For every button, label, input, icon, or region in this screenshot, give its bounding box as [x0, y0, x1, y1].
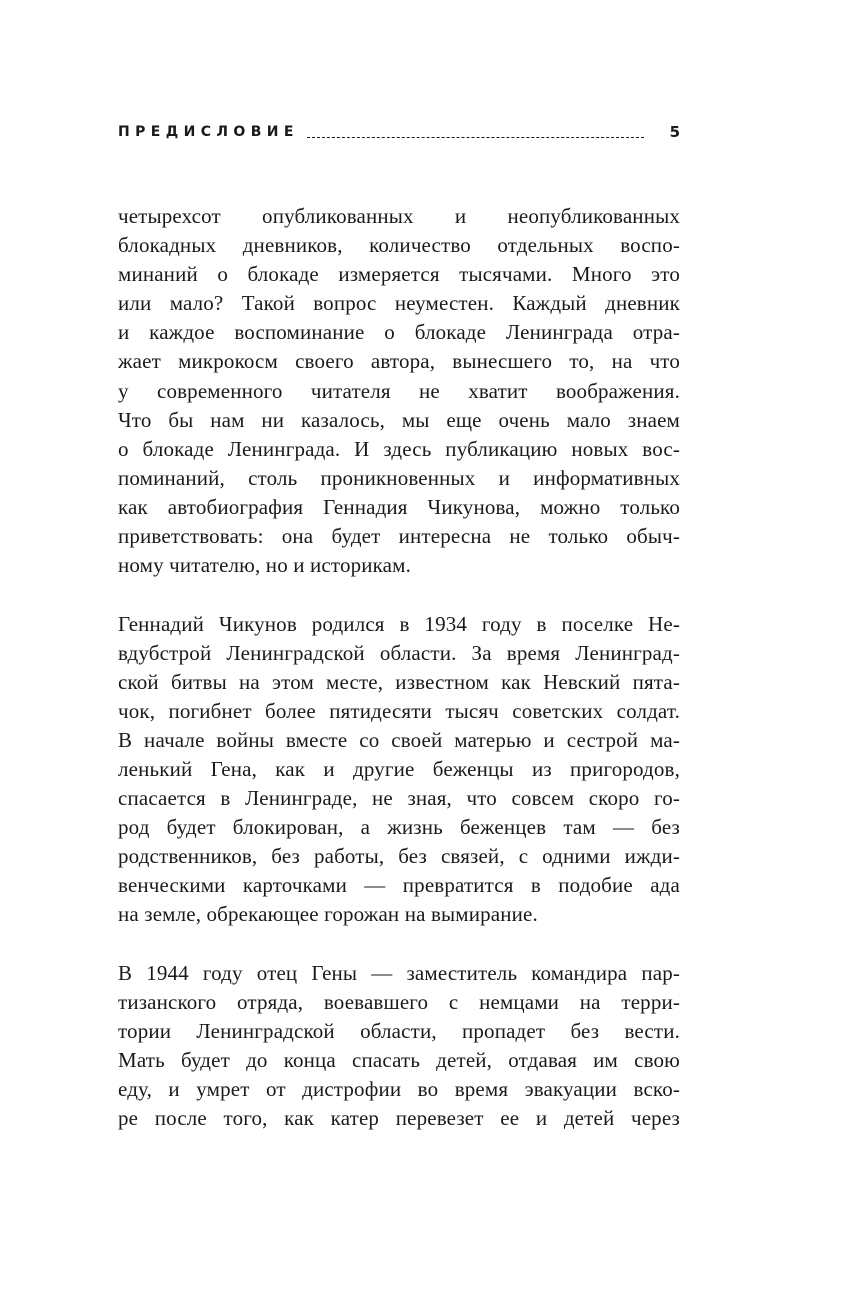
text-line: как автобиография Геннадия Чикунова, можно только — [118, 494, 680, 519]
text-line: и каждое воспоминание о блокаде Ленинграда отра- — [118, 320, 680, 345]
paragraph-1 — [118, 202, 680, 580]
text-line: Геннадий Чикунов родился в 1934 году в поселке Не- — [118, 611, 680, 636]
text-line: ской битвы на этом месте, известном как Невский пята- — [118, 669, 680, 694]
text-line: венческими карточками — превратится в подобие ада — [118, 873, 680, 898]
text-line: еду, и умрет от дистрофии во время эвакуации вско- — [118, 1077, 680, 1102]
text-line: на земле, обрекающее горожан на вымирание. — [118, 902, 538, 927]
text-line: или мало? Такой вопрос неуместен. Каждый дневник — [118, 291, 680, 316]
text-line: четырехсот опубликованных и неопубликованных — [118, 204, 680, 228]
text-line: о блокаде Ленинграда. И здесь публикацию новых вос- — [118, 436, 680, 461]
text-line: минаний о блокаде измеряется тысячами. Много это — [118, 262, 680, 287]
text-line: у современного читателя не хватит воображения. — [118, 378, 680, 403]
page-number: 5 — [669, 123, 680, 141]
header-dashed-rule — [307, 127, 644, 138]
text-line: ленький Гена, как и другие беженцы из пригородов, — [118, 756, 680, 781]
text-line: приветствовать: она будет интересна не только обыч- — [118, 524, 680, 549]
text-line: блокадных дневников, количество отдельных воспо- — [118, 233, 680, 258]
text-line: В 1944 году отец Гены — заместитель командира пар- — [118, 960, 680, 985]
paragraph-2 — [118, 610, 680, 930]
text-line: род будет блокирован, а жизнь беженцев там — без — [118, 815, 680, 840]
text-line: тории Ленинградской области, пропадет без вести. — [118, 1019, 680, 1044]
running-head — [118, 120, 680, 144]
text-line: вдубстрой Ленинградской области. За время Ленинград- — [118, 640, 680, 665]
text-line: Мать будет до конца спасать детей, отдавая им свою — [118, 1048, 680, 1073]
body-text — [118, 202, 680, 1163]
text-line: поминаний, столь проникновенных и информативных — [118, 465, 680, 490]
text-line: жает микрокосм своего автора, вынесшего то, на что — [118, 349, 680, 374]
text-line: родственников, без работы, без связей, с одними ижди- — [118, 844, 680, 869]
text-line: спасается в Ленинграде, не зная, что совсем скоро го- — [118, 786, 680, 811]
text-line: В начале войны вместе со своей матерью и сестрой ма- — [118, 727, 680, 752]
text-line: тизанского отряда, воевавшего с немцами на терри- — [118, 989, 680, 1014]
text-line: ному читателю, но и историкам. — [118, 553, 411, 578]
text-line: чок, погибнет более пятидесяти тысяч советских солдат. — [118, 698, 680, 723]
text-line: Что бы нам ни казалось, мы еще очень мало знаем — [118, 407, 680, 432]
paragraph-3 — [118, 959, 680, 1134]
section-title: ПРЕДИСЛОВИЕ — [118, 124, 299, 140]
text-line: ре после того, как катер перевезет ее и детей через — [118, 1106, 680, 1131]
